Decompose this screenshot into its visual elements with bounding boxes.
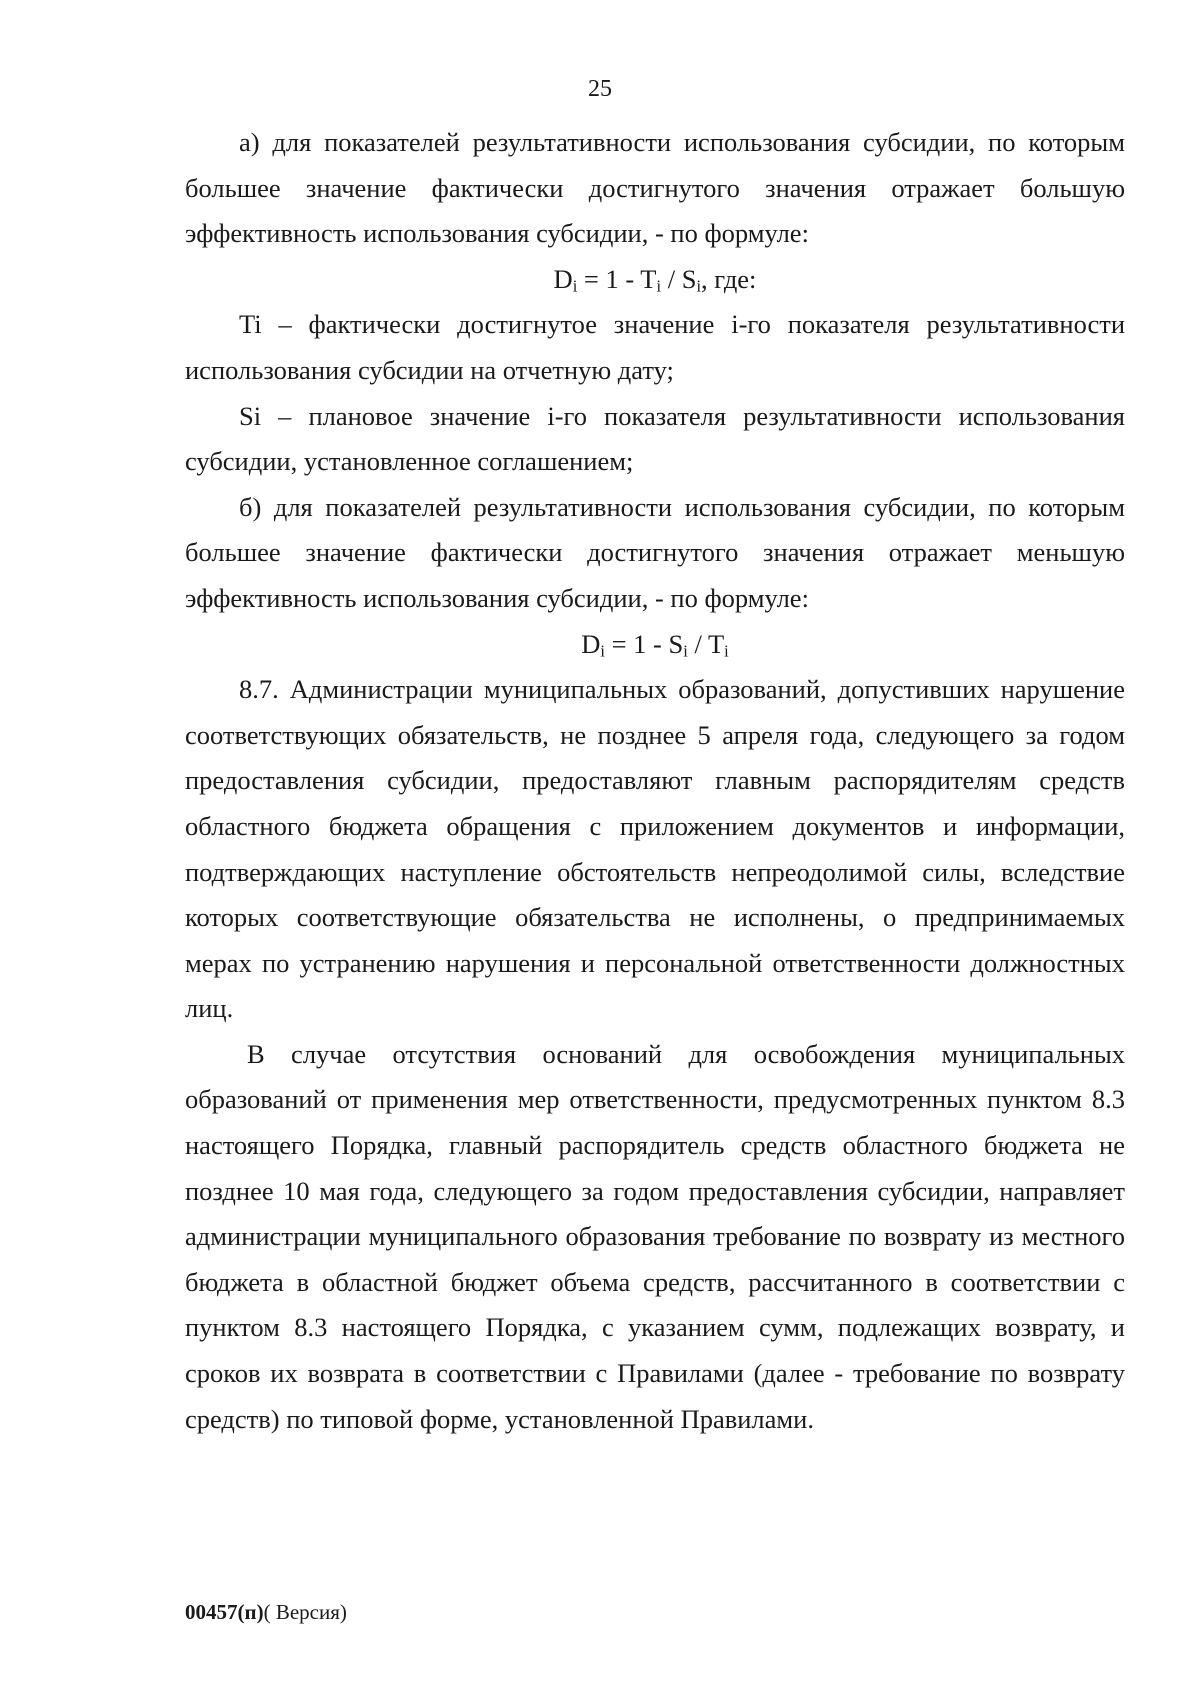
footer-code: 00457(п) bbox=[185, 1600, 264, 1624]
formula-2-t-sub: i bbox=[724, 641, 729, 661]
formula-1-mid2: / S bbox=[661, 263, 697, 294]
paragraph-ti-definition: Ti – фактически достигнутое значение i-го показателя результативности использования субсидии на отчетную дату; bbox=[185, 309, 1125, 385]
formula-2-mid2: / T bbox=[687, 628, 725, 659]
footer-version: ( Версия) bbox=[263, 1600, 347, 1624]
paragraph-refund-case: В случае отсутствия оснований для освобождения муниципальных образований от применения мер ответственности, предусмотренных пунктом 8.3 настоящего Порядка, главный распорядитель средств областного бюджета не позднее 10 мая года, следующего за годом предоставления субсидии, направляет администрации муниципального образования требование по возврату из местного бюджета в областной бюджет объема средств, рассчитанного в соответствии с пунктом 8.3 настоящего Порядка, с указанием сумм, подлежащих возврату, и сроков их возврата в соответствии с Правилами (далее - требование по возврату средств) по типовой форме, установленной Правилами. bbox=[185, 1038, 1125, 1434]
formula-2-lhs: D bbox=[581, 628, 601, 659]
formula-1-tail: , где: bbox=[701, 263, 757, 294]
paragraph-b: б) для показателей результативности использования субсидии, по которым большее значение фактически достигнутого значения отражает меньшую эффективность использования субсидии, - по формуле: bbox=[185, 491, 1125, 613]
document-body bbox=[185, 120, 1125, 1442]
formula-1-lhs-sub: i bbox=[572, 276, 578, 296]
formula-1-s-sub: i bbox=[696, 276, 702, 296]
page-number: 25 bbox=[588, 76, 612, 102]
formula-2-s-sub: i bbox=[683, 641, 688, 661]
document-footer bbox=[185, 1598, 347, 1626]
paragraph-a: а) для показателей результативности использования субсидии, по которым большее значение фактически достигнутого значения отражает большую эффективность использования субсидии, - по формуле: bbox=[185, 127, 1125, 249]
formula-1-mid1: = 1 - T bbox=[577, 263, 657, 294]
formula-2-lhs-sub: i bbox=[600, 641, 605, 661]
formula-1 bbox=[185, 257, 1125, 303]
formula-1-t-sub: i bbox=[656, 276, 662, 296]
formula-1-lhs: D bbox=[553, 263, 573, 294]
paragraph-si-definition: Si – плановое значение i-го показателя результативности использования субсидии, установленное соглашением; bbox=[185, 400, 1125, 477]
paragraph-8-7: 8.7. Администрации муниципальных образований, допустивших нарушение соответствующих обязательств, не позднее 5 апреля года, следующего за годом предоставления субсидии, предоставляют главным распорядителям средств областного бюджета обращения с приложением документов и информации, подтверждающих наступление обстоятельств непреодолимой силы, вследствие которых соответствующие обязательства не исполнены, о предпринимаемых мерах по устранению нарушения и персональной ответственности должностных лиц. bbox=[185, 674, 1125, 1024]
formula-2-mid1: = 1 - S bbox=[604, 628, 684, 659]
formula-2 bbox=[185, 622, 1125, 668]
